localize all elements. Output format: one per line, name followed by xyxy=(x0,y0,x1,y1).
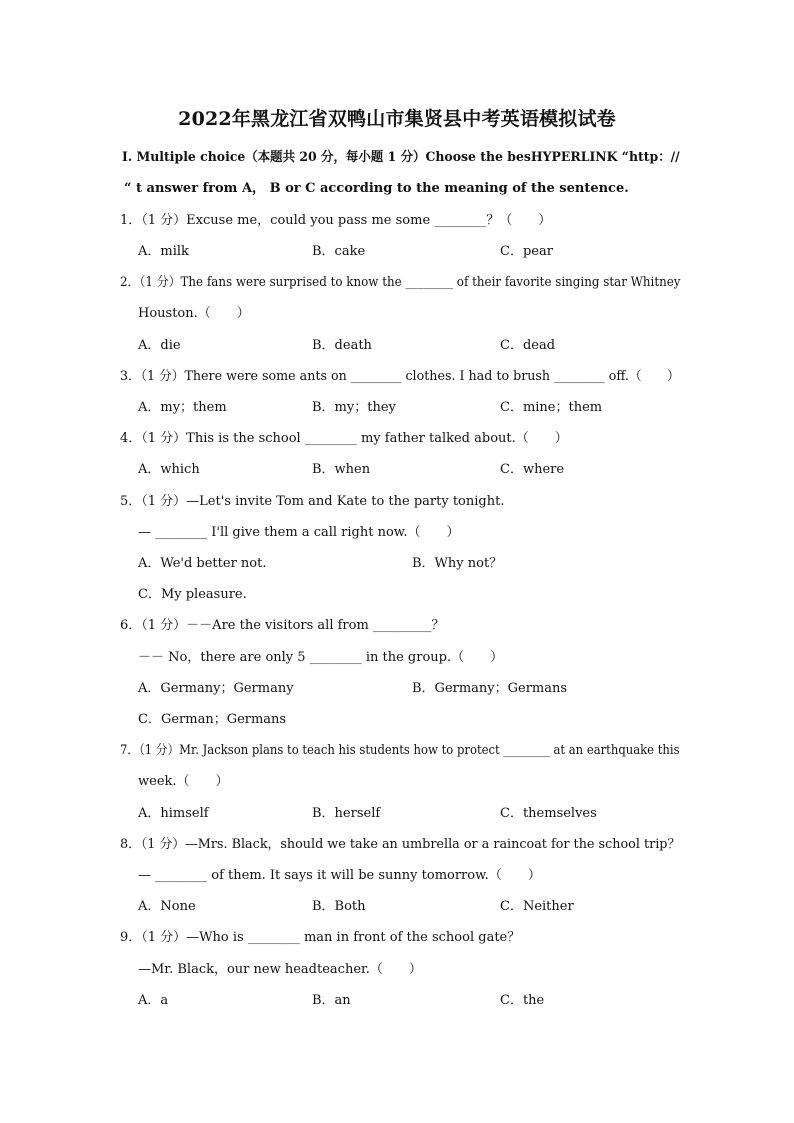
question-5-stem-cont: — ________ I'll give them a call right now.（ ） xyxy=(138,525,460,540)
question-6-stem: 6．（1 分）－－Are the visitors all from _________？ xyxy=(120,618,445,633)
question-4-option-a[interactable]: A．which xyxy=(138,462,200,477)
question-9-option-c[interactable]: C．the xyxy=(500,993,545,1008)
section-instruction-line-2: “ t answer from A， B or C according to the meaning of the sentence. xyxy=(124,181,629,196)
question-7-option-b[interactable]: B．herself xyxy=(312,806,381,821)
question-7-option-c[interactable]: C．themselves xyxy=(500,806,597,821)
question-8-stem-cont: — ________ of them. It says it will be sunny tomorrow.（ ） xyxy=(138,868,541,883)
question-2-option-b[interactable]: B．death xyxy=(312,338,372,353)
question-8-option-a[interactable]: A．None xyxy=(138,899,196,914)
question-9-option-b[interactable]: B．an xyxy=(312,993,351,1008)
question-2-stem: 2．（1 分）The fans were surprised to know the ________ of their favorite singing star Whitney xyxy=(120,275,681,290)
question-2-option-a[interactable]: A．die xyxy=(138,338,181,353)
question-4-stem: 4．（1 分）This is the school ________ my father talked about.（ ） xyxy=(120,431,568,446)
question-8-stem: 8．（1 分）—Mrs. Black，should we take an umbrella or a raincoat for the school trip？ xyxy=(120,837,681,852)
question-3-option-b[interactable]: B．my；they xyxy=(312,400,396,415)
question-7-stem-cont: week.（ ） xyxy=(138,774,229,789)
exam-title: 2022年黑龙江省双鸭山市集贤县中考英语模拟试卷 xyxy=(178,108,616,130)
question-2-stem-cont: Houston.（ ） xyxy=(138,306,250,321)
question-4-option-b[interactable]: B．when xyxy=(312,462,371,477)
question-5-option-a[interactable]: A．We'd better not. xyxy=(138,556,267,571)
question-6-option-a[interactable]: A．Germany；Germany xyxy=(138,681,294,696)
question-1-option-c[interactable]: C．pear xyxy=(500,244,553,259)
question-2-option-c[interactable]: C．dead xyxy=(500,338,556,353)
question-4-option-c[interactable]: C．where xyxy=(500,462,565,477)
question-9-option-a[interactable]: A．a xyxy=(138,993,169,1008)
question-1-stem: 1．（1 分）Excuse me，could you pass me some ________？（ ） xyxy=(120,213,552,228)
question-6-option-c[interactable]: C．German；Germans xyxy=(138,712,287,727)
question-5-stem: 5．（1 分）—Let's invite Tom and Kate to the party tonight. xyxy=(120,494,505,509)
question-1-option-b[interactable]: B．cake xyxy=(312,244,366,259)
section-instruction-line-1: Ⅰ. Multiple choice（本题共 20 分，每小题 1 分）Choose the besHYPERLINK “http：// xyxy=(122,150,680,165)
question-3-option-c[interactable]: C．mine；them xyxy=(500,400,603,415)
question-6-stem-cont: －－ No，there are only 5 ________ in the group.（ ） xyxy=(138,650,504,665)
question-9-stem: 9．（1 分）—Who is ________ man in front of the school gate？ xyxy=(120,930,521,945)
question-6-option-b[interactable]: B．Germany；Germans xyxy=(412,681,568,696)
question-8-option-c[interactable]: C．Neither xyxy=(500,899,574,914)
question-8-option-b[interactable]: B．Both xyxy=(312,899,366,914)
question-5-option-b[interactable]: B．Why not？ xyxy=(412,556,503,571)
question-7-stem: 7．（1 分）Mr. Jackson plans to teach his students how to protect ________ at an earthquake this xyxy=(120,743,680,758)
question-3-option-a[interactable]: A．my；them xyxy=(138,400,227,415)
question-9-stem-cont: —Mr. Black，our new headteacher.（ ） xyxy=(138,962,422,977)
question-1-option-a[interactable]: A．milk xyxy=(138,244,189,259)
question-3-stem: 3．（1 分）There were some ants on ________ clothes. I had to brush ________ off.（ ） xyxy=(120,369,680,384)
question-5-option-c[interactable]: C．My pleasure. xyxy=(138,587,247,602)
question-7-option-a[interactable]: A．himself xyxy=(138,806,209,821)
